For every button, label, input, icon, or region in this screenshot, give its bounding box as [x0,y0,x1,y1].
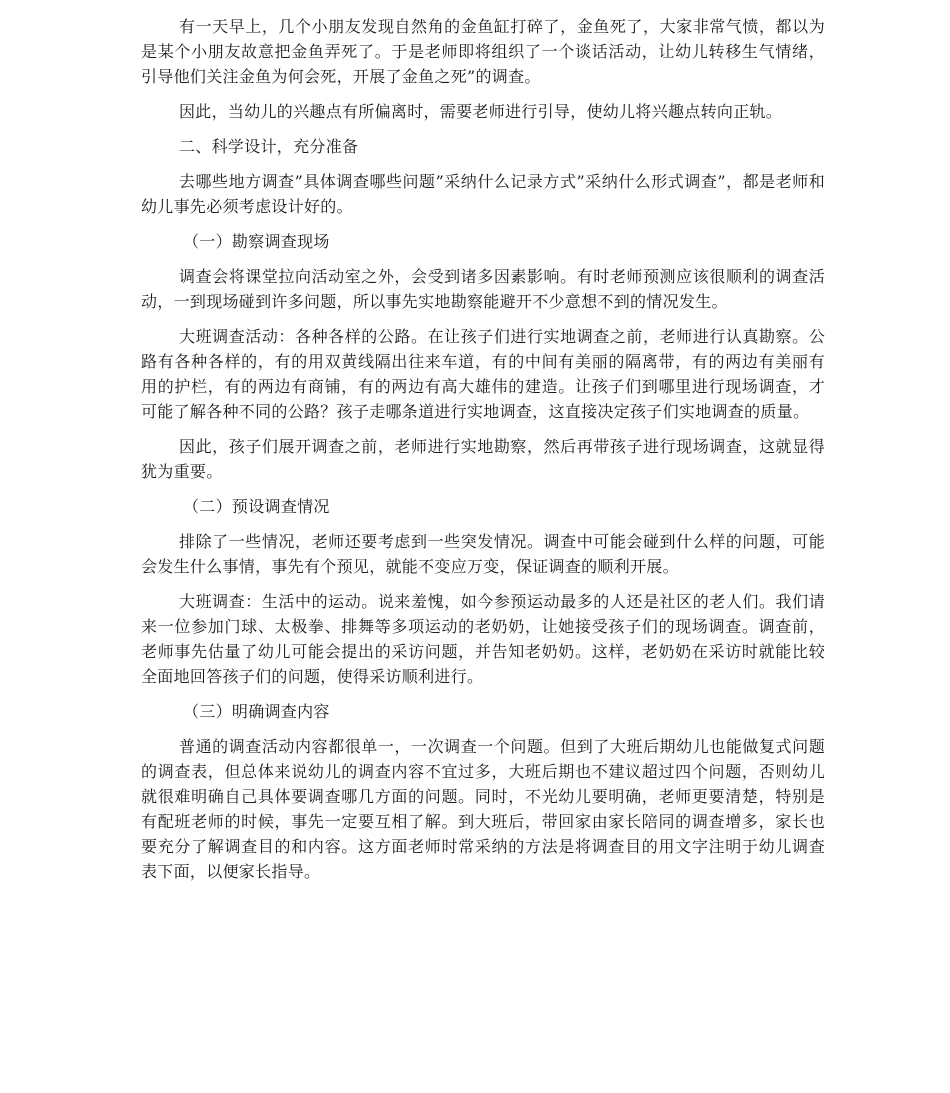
paragraph-goldfish-story: 有一天早上，几个小朋友发现自然角的金鱼缸打碎了，金鱼死了，大家非常气愤，都以为是某个小朋友故意把金鱼弄死了。于是老师即将组织了一个谈话活动，让幼儿转移生气情绪，引导他们关注金鱼为何会死，开展了金鱼之死”的调查。 [141,17,825,86]
paragraph-emergencies: 排除了一些情况，老师还要考虑到一些突发情况。调查中可能会碰到什么样的问题，可能会发生什么事情，事先有个预见，就能不变应万变，保证调查的顺利开展。 [141,532,825,576]
subheading-survey-content: （三）明确调查内容 [183,702,330,721]
subheading-survey-site: （一）勘察调查现场 [183,232,330,251]
paragraph-road-survey: 大班调查活动：各种各样的公路。在让孩子们进行实地调查之前，老师进行认真勘察。公路有各种各样的，有的用双黄线隔出往来车道，有的中间有美丽的隔离带，有的两边有美丽有用的护栏，有的两边有商铺，有的两边有高大雄伟的建造。让孩子们到哪里进行现场调查，才可能了解各种不同的公路？孩子走哪条道进行实地调查，这直接决定孩子们实地调查的质量。 [141,327,825,421]
section-heading-scientific-design: 二、科学设计，充分准备 [179,137,359,156]
paragraph-site-factors: 调查会将课堂拉向活动室之外，会受到诸多因素影响。有时老师预测应该很顺利的调查活动，一到现场碰到许多问题，所以事先实地勘察能避开不少意想不到的情况发生。 [141,267,825,311]
subheading-preset-situations: （二）预设调查情况 [183,497,330,516]
paragraph-design-questions: 去哪些地方调查”具体调查哪些问题”采纳什么记录方式”采纳什么形式调查”，都是老师和幼儿事先必须考虑设计好的。 [141,172,825,216]
paragraph-site-importance: 因此，孩子们展开调查之前，老师进行实地勘察，然后再带孩子进行现场调查，这就显得犹为重要。 [141,437,825,481]
document-page [141,14,825,894]
paragraph-sports-survey: 大班调查：生活中的运动。说来羞愧，如今参预运动最多的人还是社区的老人们。我们请来一位参加门球、太极拳、排舞等多项运动的老奶奶，让她接受孩子们的现场调查。调查前，老师事先估量了幼儿可能会提出的采访问题，并告知老奶奶。这样，老奶奶在采访时就能比较全面地回答孩子们的问题，使得采访顺利进行。 [141,592,825,686]
paragraph-content-clarity: 普通的调查活动内容都很单一，一次调查一个问题。但到了大班后期幼儿也能做复式问题的调查表，但总体来说幼儿的调查内容不宜过多，大班后期也不建议超过四个问题，否则幼儿就很难明确自己具体要调查哪几方面的问题。同时，不光幼儿要明确，老师更要清楚，特别是有配班老师的时候，事先一定要互相了解。到大班后，带回家由家长陪同的调查增多，家长也要充分了解调查目的和内容。这方面老师时常采纳的方法是将调查目的用文字注明于幼儿调查表下面，以便家长指导。 [141,737,825,881]
paragraph-interest-guidance: 因此，当幼儿的兴趣点有所偏离时，需要老师进行引导，使幼儿将兴趣点转向正轨。 [179,102,783,121]
